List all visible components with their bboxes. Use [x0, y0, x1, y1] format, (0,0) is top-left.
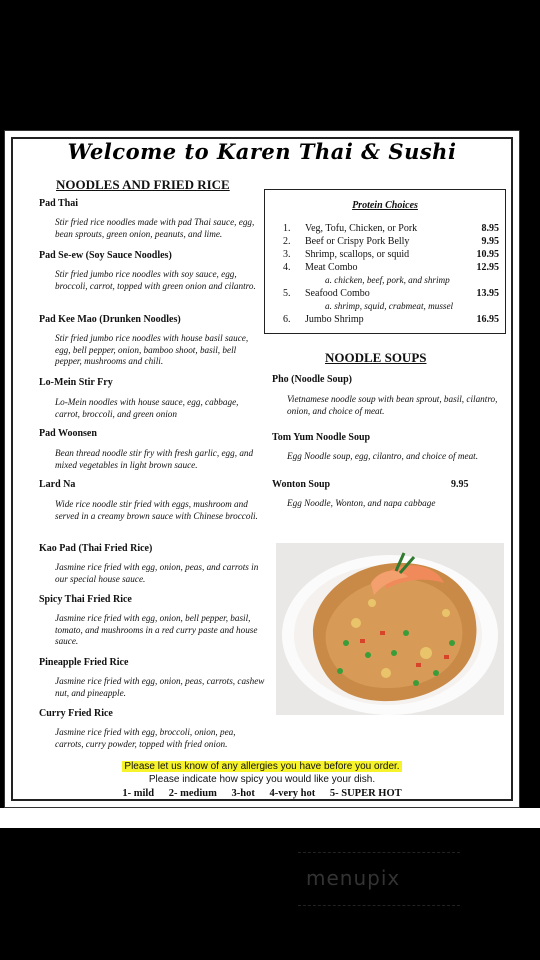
protein-price: 10.95: [476, 249, 499, 260]
item-desc: Lo-Mein noodles with house sauce, egg, cabbage, carrot, broccoli, and green onion: [55, 397, 239, 419]
item-desc: Jasmine rice fried with egg, onion, peas, and carrots in our special house sauce.: [55, 562, 259, 584]
item-desc: Jasmine rice fried with egg, onion, peas, carrots, cashew nut, and pineapple.: [55, 676, 265, 698]
protein-price: 9.95: [481, 236, 499, 247]
protein-num: 4.: [283, 262, 291, 273]
soup-name: Wonton Soup: [272, 479, 331, 490]
item-name: Pad Thai: [39, 198, 78, 209]
soups-heading: NOODLE SOUPS: [325, 350, 427, 365]
item-desc: Jasmine rice fried with egg, broccoli, onion, pea, carrots, curry powder, topped with fried onion.: [55, 727, 236, 749]
protein-num: 2.: [283, 236, 291, 247]
watermark-logo: menupix: [306, 866, 401, 890]
protein-price: 13.95: [476, 288, 499, 299]
allergy-text: Please let us know of any allergies you have before you order.: [124, 761, 400, 772]
protein-num: 1.: [283, 223, 291, 234]
protein-price: 8.95: [481, 223, 499, 234]
item-name: Lard Na: [39, 479, 76, 490]
protein-num: 6.: [283, 314, 291, 325]
menu-title: Welcome to Karen Thai & Sushi: [67, 139, 457, 164]
allergy-notice: [5, 761, 519, 772]
item-name: Pineapple Fried Rice: [39, 657, 129, 668]
item-desc: Bean thread noodle stir fry with fresh garlic, egg, and mixed vegetables in light brown sauce.: [55, 448, 254, 470]
noodles-heading: NOODLES AND FRIED RICE: [56, 177, 230, 192]
protein-price: 12.95: [476, 262, 499, 273]
item-name: Lo-Mein Stir Fry: [39, 377, 113, 388]
spice-level: 5- SUPER HOT: [329, 788, 402, 799]
spice-level: 2- medium: [168, 788, 217, 799]
protein-num: 3.: [283, 249, 291, 260]
protein-label: Meat Combo: [305, 262, 358, 273]
item-name: Curry Fried Rice: [39, 708, 113, 719]
protein-choices-box: [264, 189, 506, 334]
protein-title: Protein Choices: [352, 200, 418, 211]
protein-label: Beef or Crispy Pork Belly: [305, 236, 410, 247]
protein-price: 16.95: [476, 314, 499, 325]
soup-desc: Vietnamese noodle soup with bean sprout, basil, cilantro, onion, and choice of meat.: [287, 394, 498, 416]
item-name: Pad Se-ew (Soy Sauce Noodles): [39, 250, 172, 261]
item-name: Pad Kee Mao (Drunken Noodles): [39, 314, 181, 325]
protein-label: Seafood Combo: [305, 288, 370, 299]
protein-label: Shrimp, scallops, or squid: [305, 249, 410, 260]
soup-price: 9.95: [451, 479, 469, 490]
menu-page: [4, 130, 520, 808]
spice-level: 1- mild: [122, 788, 155, 799]
item-desc: Wide rice noodle stir fried with eggs, mushroom and served in a creamy brown sauce with Chinese broccoli.: [55, 499, 258, 521]
item-desc: Stir fried jumbo rice noodles with house basil sauce, egg, bell pepper, onion, bamboo shoot, basil, bell pepper, mushrooms and chili.: [55, 333, 249, 367]
spice-level: 3-hot: [231, 788, 255, 799]
item-name: Kao Pad (Thai Fried Rice): [39, 543, 153, 554]
protein-label: Jumbo Shrimp: [305, 314, 364, 325]
spice-level: 4-very hot: [269, 788, 316, 799]
protein-label: Veg, Tofu, Chicken, or Pork: [305, 223, 418, 234]
top-black-band: [0, 0, 540, 128]
spice-levels: [5, 788, 519, 799]
soup-name: Tom Yum Noodle Soup: [272, 432, 371, 443]
protein-subitem: a. shrimp, squid, crabmeat, mussel: [325, 301, 454, 311]
spicy-notice: Please indicate how spicy you would like your dish.: [148, 774, 376, 785]
fried-rice-photo: [276, 543, 504, 715]
item-desc: Stir fried rice noodles made with pad Thai sauce, egg, bean sprouts, green onion, peanuts, and lime.: [55, 217, 255, 239]
item-name: Pad Woonsen: [39, 428, 97, 439]
soup-desc: Egg Noodle, Wonton, and napa cabbage: [287, 498, 436, 508]
soup-desc: Egg Noodle soup, egg, cilantro, and choice of meat.: [287, 451, 479, 461]
item-desc: Jasmine rice fried with egg, onion, bell pepper, basil, tomato, and mushrooms in a red curry paste and house sauce.: [55, 613, 258, 647]
item-name: Spicy Thai Fried Rice: [39, 594, 132, 605]
protein-num: 5.: [283, 288, 291, 299]
item-desc: Stir fried jumbo rice noodles with soy sauce, egg, broccoli, carrot, topped with green onion and cilantro.: [55, 269, 256, 291]
bottom-white-strip: [0, 808, 540, 828]
soup-name: Pho (Noodle Soup): [272, 374, 353, 385]
protein-subitem: a. chicken, beef, pork, and shrimp: [325, 275, 450, 285]
